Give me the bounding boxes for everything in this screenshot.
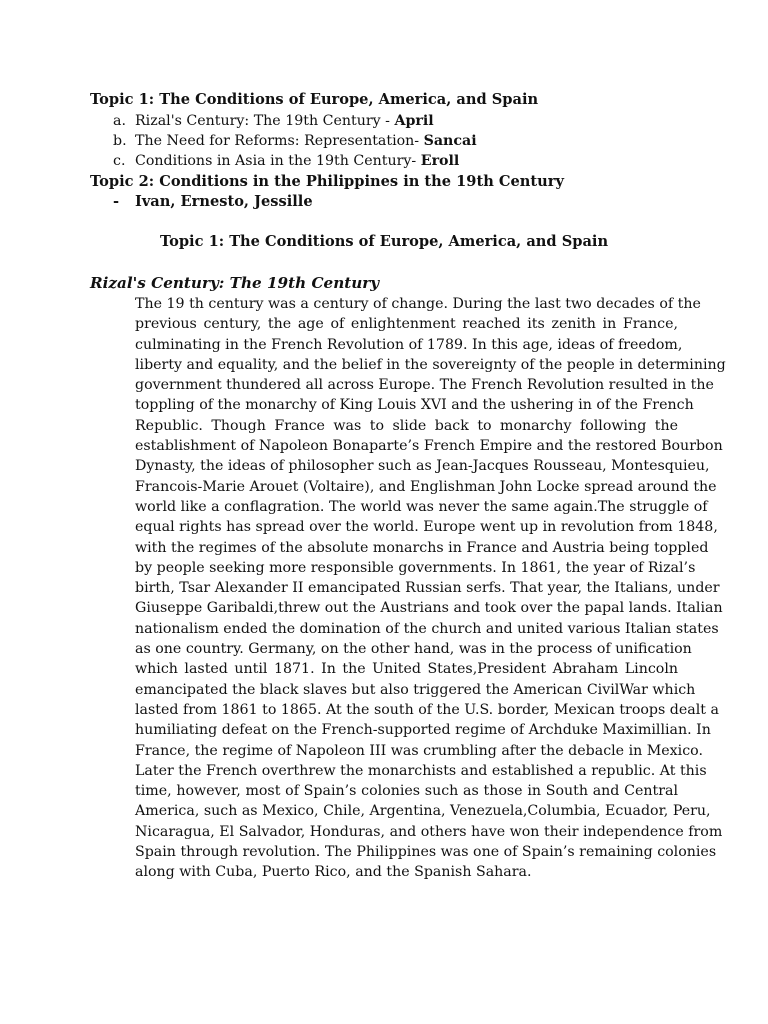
outline-marker: c.	[113, 153, 126, 169]
paragraph-line: by people seeking more responsible governments. In 1861, the year of Rizal’s	[135, 559, 696, 576]
outline-marker: a.	[113, 113, 126, 129]
paragraph-line: emancipated the black slaves but also triggered the American CivilWar which	[135, 681, 696, 698]
paragraph-line: previous century, the age of enlightenment reached its zenith in France,	[135, 316, 678, 333]
outline-marker: b.	[113, 133, 127, 149]
paragraph-line: liberty and equality, and the belief in the sovereignty of the people in determining	[135, 356, 726, 373]
outline-item-text: Rizal's Century: The 19th Century -	[135, 113, 395, 129]
paragraph-line: America, such as Mexico, Chile, Argentina, Venezuela,Columbia, Ecuador, Peru,	[135, 803, 711, 820]
paragraph-line: Dynasty, the ideas of philosopher such as Jean-Jacques Rousseau, Montesquieu,	[135, 458, 710, 475]
paragraph-line: equal rights has spread over the world. Europe went up in revolution from 1848,	[135, 519, 718, 536]
outline-item-a	[113, 111, 434, 131]
outline-topic-1: Topic 1: The Conditions of Europe, America, and Spain	[90, 91, 539, 108]
paragraph-line: Nicaragua, El Salvador, Honduras, and others have won their independence from	[135, 823, 723, 840]
paragraph-line: Spain through revolution. The Philippines was one of Spain’s remaining colonies	[135, 844, 717, 861]
paragraph-line: The 19 th century was a century of change. During the last two decades of the	[135, 296, 701, 312]
paragraph-line: time, however, most of Spain’s colonies such as those in South and Central	[135, 783, 678, 800]
outline-item-author: April	[394, 113, 434, 129]
outline-item-author: Eroll	[420, 153, 460, 169]
outline-marker: -	[113, 193, 120, 210]
paragraph-line: with the regimes of the absolute monarchs in France and Austria being toppled	[135, 539, 709, 556]
paragraph-line: Republic. Though France was to slide back to monarchy following the	[135, 417, 678, 434]
outline-item-text: Conditions in Asia in the 19th Century-	[135, 153, 421, 169]
paragraph-line: lasted from 1861 to 1865. At the south of the U.S. border, Mexican troops dealt a	[135, 701, 719, 718]
outline-authors-text: Ivan, Ernesto, Jessille	[135, 193, 313, 210]
paragraph-line: Francois-Marie Arouet (Voltaire), and Englishman John Locke spread around the	[135, 478, 717, 495]
outline-item-b	[113, 131, 477, 151]
paragraph-line: Later the French overthrew the monarchists and established a republic. At this	[135, 762, 707, 779]
paragraph-line: along with Cuba, Puerto Rico, and the Spanish Sahara.	[135, 864, 532, 881]
paragraph-line: government thundered all across Europe. The French Revolution resulted in the	[135, 377, 714, 394]
paragraph-line: Giuseppe Garibaldi,threw out the Austrians and took over the papal lands. Italian	[135, 600, 723, 617]
paragraph-line: humiliating defeat on the French-supported regime of Archduke Maximillian. In	[135, 722, 711, 739]
paragraph-line: nationalism ended the domination of the church and united various Italian states	[135, 620, 719, 637]
paragraph-line: toppling of the monarchy of King Louis XVI and the ushering in of the French	[135, 397, 694, 414]
outline-topic-2: Topic 2: Conditions in the Philippines in the 19th Century	[90, 173, 564, 190]
section-heading: Topic 1: The Conditions of Europe, America, and Spain	[159, 233, 609, 250]
paragraph-line: France, the regime of Napoleon III was crumbling after the debacle in Mexico.	[135, 742, 703, 759]
paragraph-line: birth, Tsar Alexander II emancipated Russian serfs. That year, the Italians, under	[135, 580, 720, 597]
paragraph-line: as one country. Germany, on the other hand, was in the process of unification	[135, 641, 692, 658]
outline-item-c	[113, 151, 459, 171]
section-title: Rizal's Century: The 19th Century	[90, 274, 380, 292]
paragraph-line: world like a conflagration. The world was never the same again.The struggle of	[135, 498, 708, 515]
outline-item-author: Sancai	[423, 133, 477, 149]
paragraph-line: which lasted until 1871. In the United States,President Abraham Lincoln	[135, 661, 678, 678]
body-paragraph	[135, 294, 726, 883]
paragraph-line: establishment of Napoleon Bonaparte’s French Empire and the restored Bourbon	[135, 438, 723, 455]
outline-item-text: The Need for Reforms: Representation-	[135, 133, 424, 149]
paragraph-line: culminating in the French Revolution of 1789. In this age, ideas of freedom,	[135, 336, 683, 353]
outline-topic-2-authors	[113, 192, 313, 212]
